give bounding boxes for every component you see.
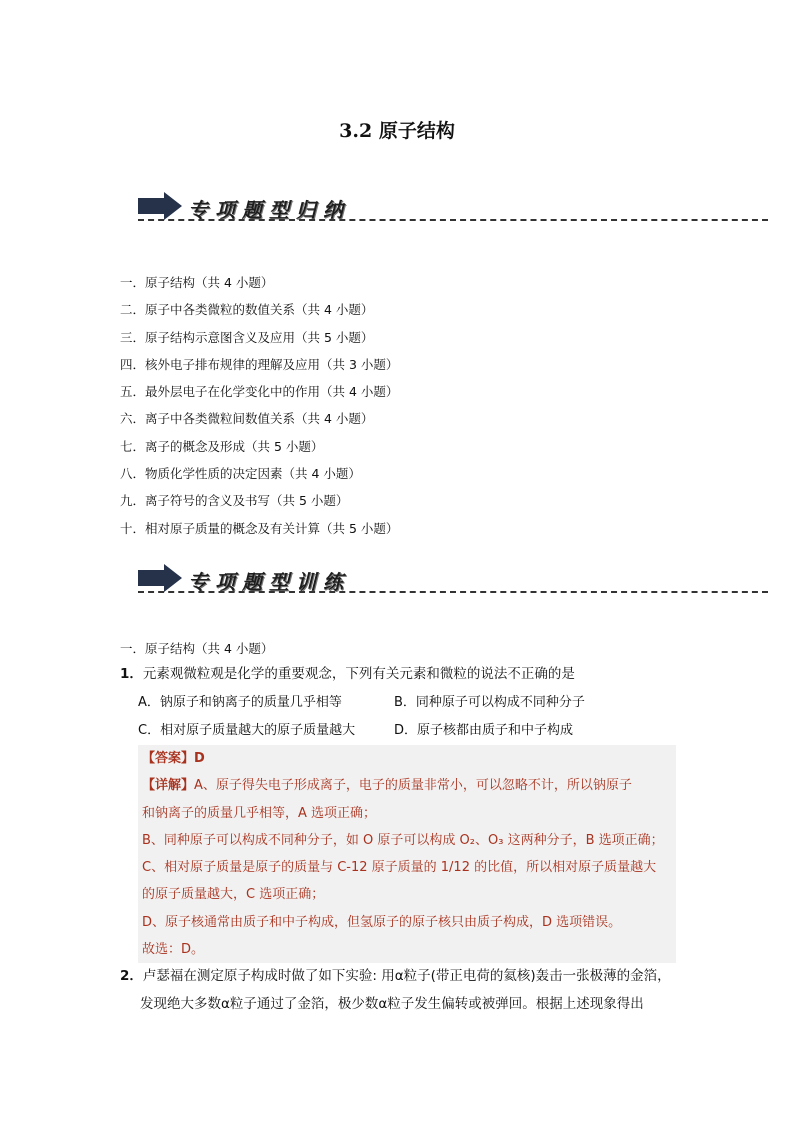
detail-line: C、相对原子质量是原子的质量与 C-12 原子质量的 1/12 的比值，所以相对原子质量越大	[142, 860, 657, 876]
question-stem: 元素观微粒观是化学的重要观念，下列有关元素和微粒的说法不正确的是	[142, 666, 575, 682]
banner-divider	[138, 591, 768, 593]
section-banner-training	[138, 562, 768, 598]
topic-item: 一．原子结构（共 4 小题）	[120, 275, 274, 290]
question-2	[120, 962, 671, 1018]
topic-item: 二．原子中各类微粒的数值关系（共 4 小题）	[120, 302, 374, 318]
options-row-2	[138, 719, 650, 738]
topic-item: 十．相对原子质量的概念及有关计算（共 5 小题）	[120, 520, 399, 536]
arrow-icon	[138, 192, 182, 220]
detail-line	[138, 772, 676, 799]
option-a: A．钠原子和钠离子的质量几乎相等	[138, 695, 342, 710]
answer-value: D	[194, 751, 205, 766]
detail-line: B、同种原子可以构成不同种分子，如 O 原子可以构成 O₂、O₃ 这两种分子，B 选项正确；	[142, 832, 664, 848]
option-d: D．原子核都由质子和中子构成	[394, 723, 574, 738]
section-heading: 一．原子结构（共 4 小题）	[120, 641, 274, 656]
question-1	[120, 661, 575, 687]
section-banner-summary	[138, 190, 768, 226]
topic-item: 三．原子结构示意图含义及应用（共 5 小题）	[120, 329, 374, 345]
option-c: C．相对原子质量越大的原子质量越大	[138, 723, 356, 738]
question-stem: 卢瑟福在测定原子构成时做了如下实验: 用α粒子(带正电荷的氦核)轰击一张极薄的金箔，	[142, 968, 671, 984]
topic-item: 四．核外电子排布规律的理解及应用（共 3 小题）	[120, 356, 399, 372]
topic-item: 九．离子符号的含义及书写（共 5 小题）	[120, 493, 349, 509]
banner-title: 专项题型归纳	[188, 198, 350, 222]
detail-text: A、原子得失电子形成离子，电子的质量非常小，可以忽略不计，所以钠原子	[194, 778, 632, 794]
answer-line	[138, 745, 676, 772]
question-number: 1．	[120, 666, 143, 682]
detail-line: 和钠离子的质量几乎相等，A 选项正确；	[142, 805, 377, 821]
detail-line: 的原子质量越大，C 选项正确；	[142, 887, 325, 903]
topic-item: 七．离子的概念及形成（共 5 小题）	[120, 438, 324, 454]
option-b: B．同种原子可以构成不同种分子	[394, 695, 585, 710]
detail-line: D、原子核通常由质子和中子构成，但氢原子的原子核只由质子构成，D 选项错误。	[142, 914, 622, 930]
topic-item: 八．物质化学性质的决定因素（共 4 小题）	[120, 466, 361, 482]
banner-title: 专项题型训练	[188, 570, 350, 594]
detail-line: 故选：D。	[142, 942, 205, 958]
page-title: 3.2 原子结构	[339, 120, 455, 142]
detail-label: 【详解】	[142, 778, 195, 794]
options-row-1	[138, 691, 650, 710]
arrow-icon	[138, 564, 182, 592]
topic-item: 六．离子中各类微粒间数值关系（共 4 小题）	[120, 411, 374, 427]
answer-box	[138, 745, 676, 963]
banner-divider	[138, 219, 768, 221]
question-number: 2．	[120, 968, 143, 984]
topic-item: 五．最外层电子在化学变化中的作用（共 4 小题）	[120, 384, 399, 400]
topic-list	[120, 273, 398, 546]
answer-label: 【答案】	[142, 751, 195, 766]
question-stem-continued: 发现绝大多数α粒子通过了金箔，极少数α粒子发生偏转或被弹回。根据上述现象得出	[140, 996, 644, 1012]
